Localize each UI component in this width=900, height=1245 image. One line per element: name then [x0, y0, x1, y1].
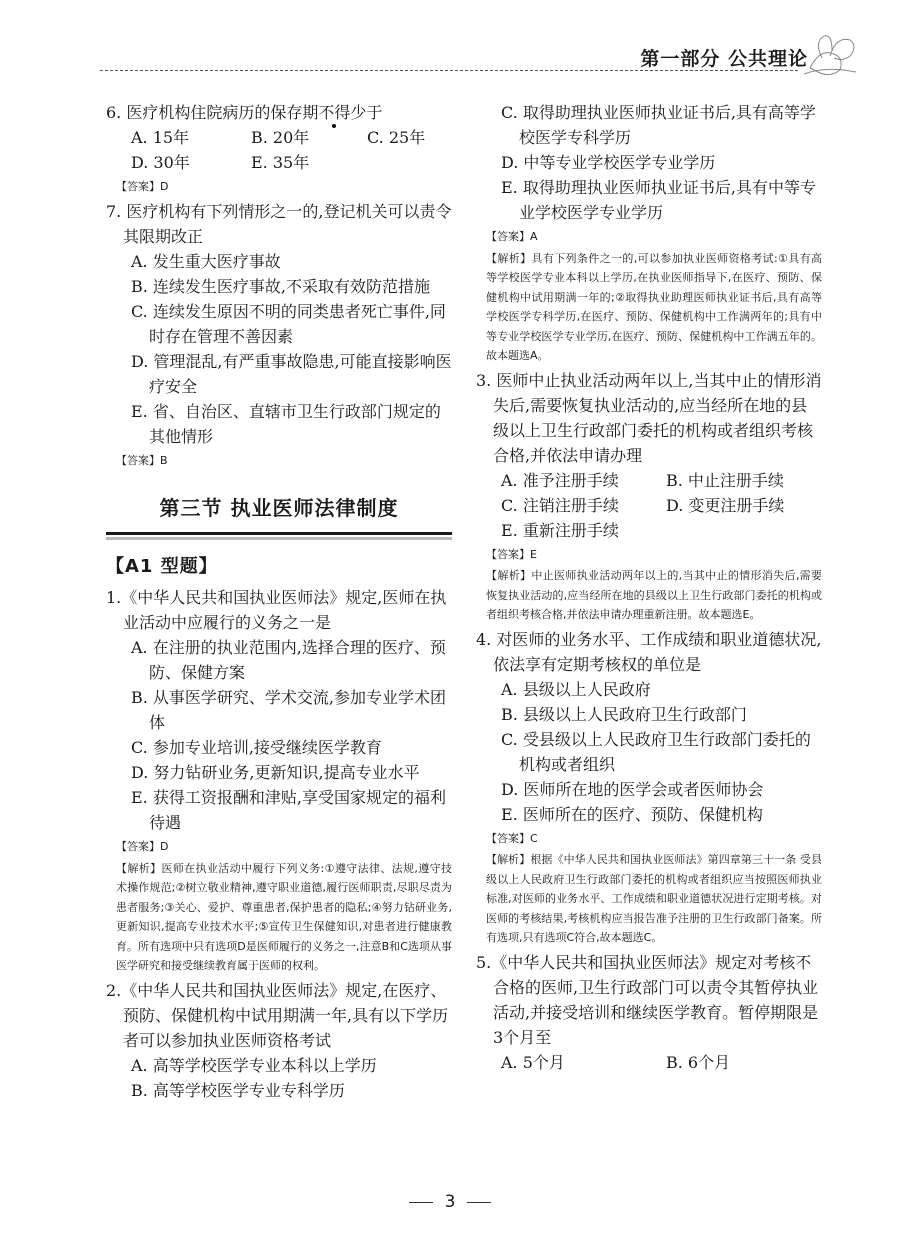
- explanation: 【解析】医师在执业活动中履行下列义务:①遵守法律、法规,遵守技术操作规范;②树立敬业精神,遵守职业道德,履行医师职责,尽职尽责为患者服务;③关心、爱护、尊重患者,保护患者的隐私;④努力钻研业务,更新知识,提高专业技术水平;⑤宣传卫生保健知识,对患者进行健康教育。所有选项中只有选项D是医师履行的义务之一,注意B和C选项从事医学研究和接受继续教育属于医师的权利。: [116, 861, 452, 972]
- question-6-stem: 6. 医疗机构住院病历的保存期不得少于: [106, 103, 383, 122]
- question-7-stem: 7. 医疗机构有下列情形之一的,登记机关可以责令其限期改正: [106, 201, 452, 246]
- flower-logo-icon: [800, 28, 862, 80]
- option-d: D. 医师所在地的医学会或者医师协会: [501, 779, 764, 799]
- option-b: B. 从事医学研究、学术交流,参加专业学术团体: [131, 688, 447, 732]
- page-number-dash-right: [467, 1202, 491, 1203]
- answer: 【答案】D: [116, 840, 169, 853]
- answer: 【答案】C: [486, 831, 538, 845]
- section-title: 第三节 执业医师法律制度: [159, 496, 399, 520]
- option-e: E. 取得助理执业医师执业证书后,具有中等专业学校医学专业学历: [501, 178, 816, 222]
- option-b: B. 连续发生医疗事故,不采取有效防范措施: [131, 276, 431, 296]
- page-number-dash-left: [409, 1202, 433, 1203]
- option-a: A. 5个月: [501, 1052, 565, 1072]
- option-e: E. 重新注册手续: [501, 520, 619, 540]
- question-6-options-row-1: [106, 125, 452, 150]
- option-d: D. 努力钻研业务,更新知识,提高专业水平: [131, 763, 420, 782]
- option-b: B. 6个月: [666, 1052, 731, 1072]
- question-6-options-row-2: [106, 150, 452, 175]
- option-c: C. 25年: [367, 128, 426, 147]
- question-4-stem: 4. 对医师的业务水平、工作成绩和职业道德状况,依法享有定期考核权的单位是: [476, 629, 822, 674]
- part-title: 第一部分 公共理论: [640, 48, 808, 70]
- option-b: B. 高等学校医学专业专科学历: [131, 1080, 345, 1100]
- right-column: [476, 100, 822, 1075]
- left-column: [106, 100, 452, 1103]
- explanation: 【解析】根据《中华人民共和国执业医师法》第四章第三十一条 受县级以上人民政府卫生行政部门委托的机构或者组织应当按照医师执业标准,对医师的业务水平、工作成绩和职业道德状况进行定期考核。对医师的考核结果,考核机构应当报告准予注册的卫生行政部门备案。所有选项,只有选项C符合,故本题选C。: [486, 853, 822, 944]
- answer: 【答案】E: [486, 547, 537, 561]
- question-3-options-row-1: [476, 468, 822, 493]
- question-3-stem: 3. 医师中止执业活动两年以上,当其中止的情形消失后,需要恢复执业活动的,应当经所在地的县级以上卫生行政部门委托的机构或者组织考核合格,并依法申请办理: [476, 370, 822, 465]
- explanation: 【解析】中止医师执业活动两年以上的,当其中止的情形消失后,需要恢复执业活动的,应当经所在地的县级以上卫生行政部门委托的机构或者组织考核合格,并依法申请办理重新注册。故本题选E。: [486, 569, 822, 621]
- option-b: B. 中止注册手续: [666, 470, 784, 490]
- option-a: A. 发生重大医疗事故: [131, 251, 281, 271]
- option-a: A. 15年: [131, 128, 190, 147]
- section-underline: [106, 532, 452, 542]
- option-e: E. 35年: [251, 153, 310, 172]
- option-a: A. 县级以上人民政府: [501, 679, 651, 699]
- option-c: C. 取得助理执业医师执业证书后,具有高等学校医学专科学历: [501, 103, 816, 147]
- question-1-stem: 1.《中华人民共和国执业医师法》规定,医师在执业活动中应履行的义务之一是: [106, 588, 447, 632]
- option-a: A. 高等学校医学专业本科以上学历: [131, 1055, 377, 1075]
- question-3-options-row-2: [476, 493, 822, 518]
- question-type-label: 【A1 型题】: [106, 556, 218, 577]
- option-d: D. 中等专业学校医学专业学历: [501, 153, 716, 172]
- page-number: 3: [0, 1192, 900, 1212]
- option-d: D. 变更注册手续: [666, 495, 785, 515]
- option-e: E. 省、自治区、直辖市卫生行政部门规定的其他情形: [131, 401, 441, 446]
- option-b: B. 县级以上人民政府卫生行政部门: [501, 704, 747, 724]
- option-c: C. 注销注册手续: [501, 495, 619, 515]
- header-divider: [100, 70, 798, 71]
- option-c: C. 受县级以上人民政府卫生行政部门委托的机构或者组织: [501, 729, 811, 774]
- option-b: B. 20年: [251, 128, 310, 147]
- question-5-stem: 5.《中华人民共和国执业医师法》规定对考核不合格的医师,卫生行政部门可以责令其暂停执业活动,并接受培训和继续医学教育。暂停期限是3个月至: [476, 952, 819, 1047]
- option-e: E. 医师所在的医疗、预防、保健机构: [501, 804, 763, 824]
- option-e: E. 获得工资报酬和津贴,享受国家规定的福利待遇: [131, 788, 446, 832]
- explanation: 【解析】具有下列条件之一的,可以参加执业医师资格考试:①具有高等学校医学专业本科以上学历,在执业医师指导下,在医疗、预防、保健机构中试用期满一年的;②取得执业助理医师执业证书后,具有高等学校医学专科学历,在医疗、预防、保健机构中工作满两年的;具有中等专业学校医学专业学历,在医疗、预防、保健机构中工作满五年的。故本题选A。: [486, 251, 822, 362]
- question-5-options-row-1: [476, 1050, 822, 1075]
- answer: 【答案】B: [116, 453, 168, 467]
- option-a: A. 准予注册手续: [501, 470, 619, 490]
- section-heading: [106, 484, 452, 550]
- question-2-stem: 2.《中华人民共和国执业医师法》规定,在医疗、预防、保健机构中试用期满一年,具有以下学历者可以参加执业医师资格考试: [106, 980, 449, 1050]
- option-c: C. 参加专业培训,接受继续医学教育: [131, 738, 382, 757]
- option-c: C. 连续发生原因不明的同类患者死亡事件,同时存在管理不善因素: [131, 301, 446, 346]
- option-d: D. 管理混乱,有严重事故隐患,可能直接影响医疗安全: [131, 351, 452, 396]
- option-d: D. 30年: [131, 153, 190, 172]
- option-a: A. 在注册的执业范围内,选择合理的医疗、预防、保健方案: [131, 638, 446, 682]
- answer: 【答案】A: [486, 230, 538, 243]
- emphasis-not-less: 不得: [318, 103, 351, 122]
- question-3-options-row-3: [476, 518, 822, 543]
- answer: 【答案】D: [116, 180, 169, 193]
